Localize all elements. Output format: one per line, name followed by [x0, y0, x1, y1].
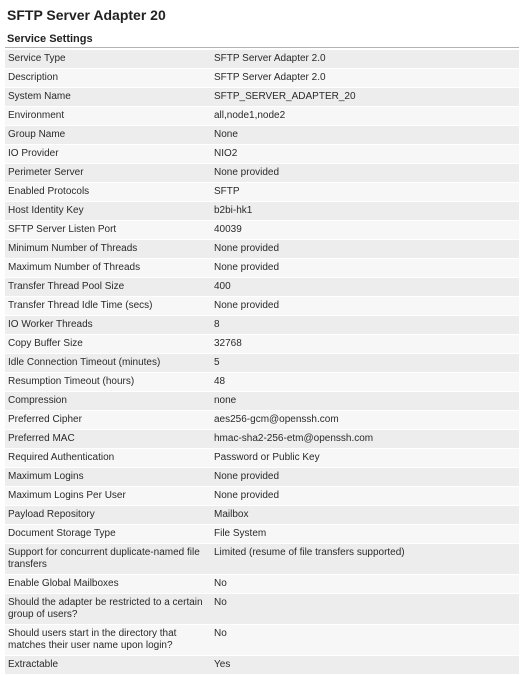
- setting-value: Yes: [211, 656, 519, 674]
- setting-value: aes256-gcm@openssh.com: [211, 411, 519, 429]
- setting-label: IO Provider: [5, 145, 211, 163]
- table-row: [5, 411, 519, 429]
- setting-label: Extractable: [5, 656, 211, 674]
- table-row: [5, 335, 519, 353]
- setting-label: Enable Global Mailboxes: [5, 575, 211, 593]
- setting-label: Preferred MAC: [5, 430, 211, 448]
- setting-label: Should users start in the directory that matches their user name upon login?: [5, 625, 211, 655]
- setting-label: Document Storage Type: [5, 525, 211, 543]
- setting-label: Idle Connection Timeout (minutes): [5, 354, 211, 372]
- setting-label: Maximum Number of Threads: [5, 259, 211, 277]
- setting-value: 48: [211, 373, 519, 391]
- page-title: SFTP Server Adapter 20: [7, 7, 166, 23]
- setting-value: Mailbox: [211, 506, 519, 524]
- setting-label: Preferred Cipher: [5, 411, 211, 429]
- setting-value: Limited (resume of file transfers supported): [211, 544, 519, 574]
- section-title: Service Settings: [7, 33, 93, 45]
- setting-value: SFTP Server Adapter 2.0: [211, 69, 519, 87]
- setting-value: None provided: [211, 164, 519, 182]
- table-row: [5, 468, 519, 486]
- setting-value: 40039: [211, 221, 519, 239]
- table-row: [5, 316, 519, 334]
- setting-value: hmac-sha2-256-etm@openssh.com: [211, 430, 519, 448]
- setting-value: all,node1,node2: [211, 107, 519, 125]
- setting-value: None provided: [211, 487, 519, 505]
- table-row: [5, 259, 519, 277]
- table-row: [5, 221, 519, 239]
- table-row: [5, 575, 519, 593]
- setting-label: Perimeter Server: [5, 164, 211, 182]
- table-row: [5, 373, 519, 391]
- table-row: [5, 594, 519, 624]
- setting-label: Host Identity Key: [5, 202, 211, 220]
- table-row: [5, 69, 519, 87]
- service-settings-section: [5, 33, 519, 675]
- setting-value: SFTP Server Adapter 2.0: [211, 50, 519, 68]
- table-row: [5, 107, 519, 125]
- setting-value: No: [211, 594, 519, 624]
- setting-value: None: [211, 126, 519, 144]
- setting-value: None provided: [211, 468, 519, 486]
- setting-label: Copy Buffer Size: [5, 335, 211, 353]
- setting-label: Description: [5, 69, 211, 87]
- table-row: [5, 278, 519, 296]
- setting-value: b2bi-hk1: [211, 202, 519, 220]
- setting-label: System Name: [5, 88, 211, 106]
- setting-label: Group Name: [5, 126, 211, 144]
- setting-label: Payload Repository: [5, 506, 211, 524]
- setting-value: none: [211, 392, 519, 410]
- table-row: [5, 525, 519, 543]
- table-row: [5, 240, 519, 258]
- setting-value: None provided: [211, 259, 519, 277]
- setting-value: SFTP: [211, 183, 519, 201]
- table-row: [5, 145, 519, 163]
- table-row: [5, 354, 519, 372]
- setting-label: Maximum Logins: [5, 468, 211, 486]
- setting-label: Minimum Number of Threads: [5, 240, 211, 258]
- setting-label: Support for concurrent duplicate-named file transfers: [5, 544, 211, 574]
- setting-label: Transfer Thread Idle Time (secs): [5, 297, 211, 315]
- setting-label: Service Type: [5, 50, 211, 68]
- table-row: [5, 506, 519, 524]
- setting-label: IO Worker Threads: [5, 316, 211, 334]
- settings-table: [5, 49, 519, 675]
- setting-value: 8: [211, 316, 519, 334]
- section-divider: [5, 47, 519, 48]
- setting-value: None provided: [211, 240, 519, 258]
- setting-label: Compression: [5, 392, 211, 410]
- setting-value: NIO2: [211, 145, 519, 163]
- setting-value: None provided: [211, 297, 519, 315]
- setting-value: 5: [211, 354, 519, 372]
- setting-value: No: [211, 575, 519, 593]
- table-row: [5, 430, 519, 448]
- table-row: [5, 487, 519, 505]
- setting-value: SFTP_SERVER_ADAPTER_20: [211, 88, 519, 106]
- table-row: [5, 656, 519, 674]
- table-row: [5, 50, 519, 68]
- setting-label: Enabled Protocols: [5, 183, 211, 201]
- setting-label: Environment: [5, 107, 211, 125]
- setting-label: Resumption Timeout (hours): [5, 373, 211, 391]
- setting-label: Should the adapter be restricted to a certain group of users?: [5, 594, 211, 624]
- setting-value: File System: [211, 525, 519, 543]
- table-row: [5, 126, 519, 144]
- table-row: [5, 202, 519, 220]
- setting-value: No: [211, 625, 519, 655]
- setting-label: Required Authentication: [5, 449, 211, 467]
- table-row: [5, 183, 519, 201]
- setting-label: SFTP Server Listen Port: [5, 221, 211, 239]
- table-row: [5, 297, 519, 315]
- setting-label: Maximum Logins Per User: [5, 487, 211, 505]
- table-row: [5, 88, 519, 106]
- table-row: [5, 449, 519, 467]
- table-row: [5, 392, 519, 410]
- setting-value: 400: [211, 278, 519, 296]
- table-row: [5, 164, 519, 182]
- setting-value: 32768: [211, 335, 519, 353]
- setting-label: Transfer Thread Pool Size: [5, 278, 211, 296]
- table-row: [5, 544, 519, 574]
- setting-value: Password or Public Key: [211, 449, 519, 467]
- table-row: [5, 625, 519, 655]
